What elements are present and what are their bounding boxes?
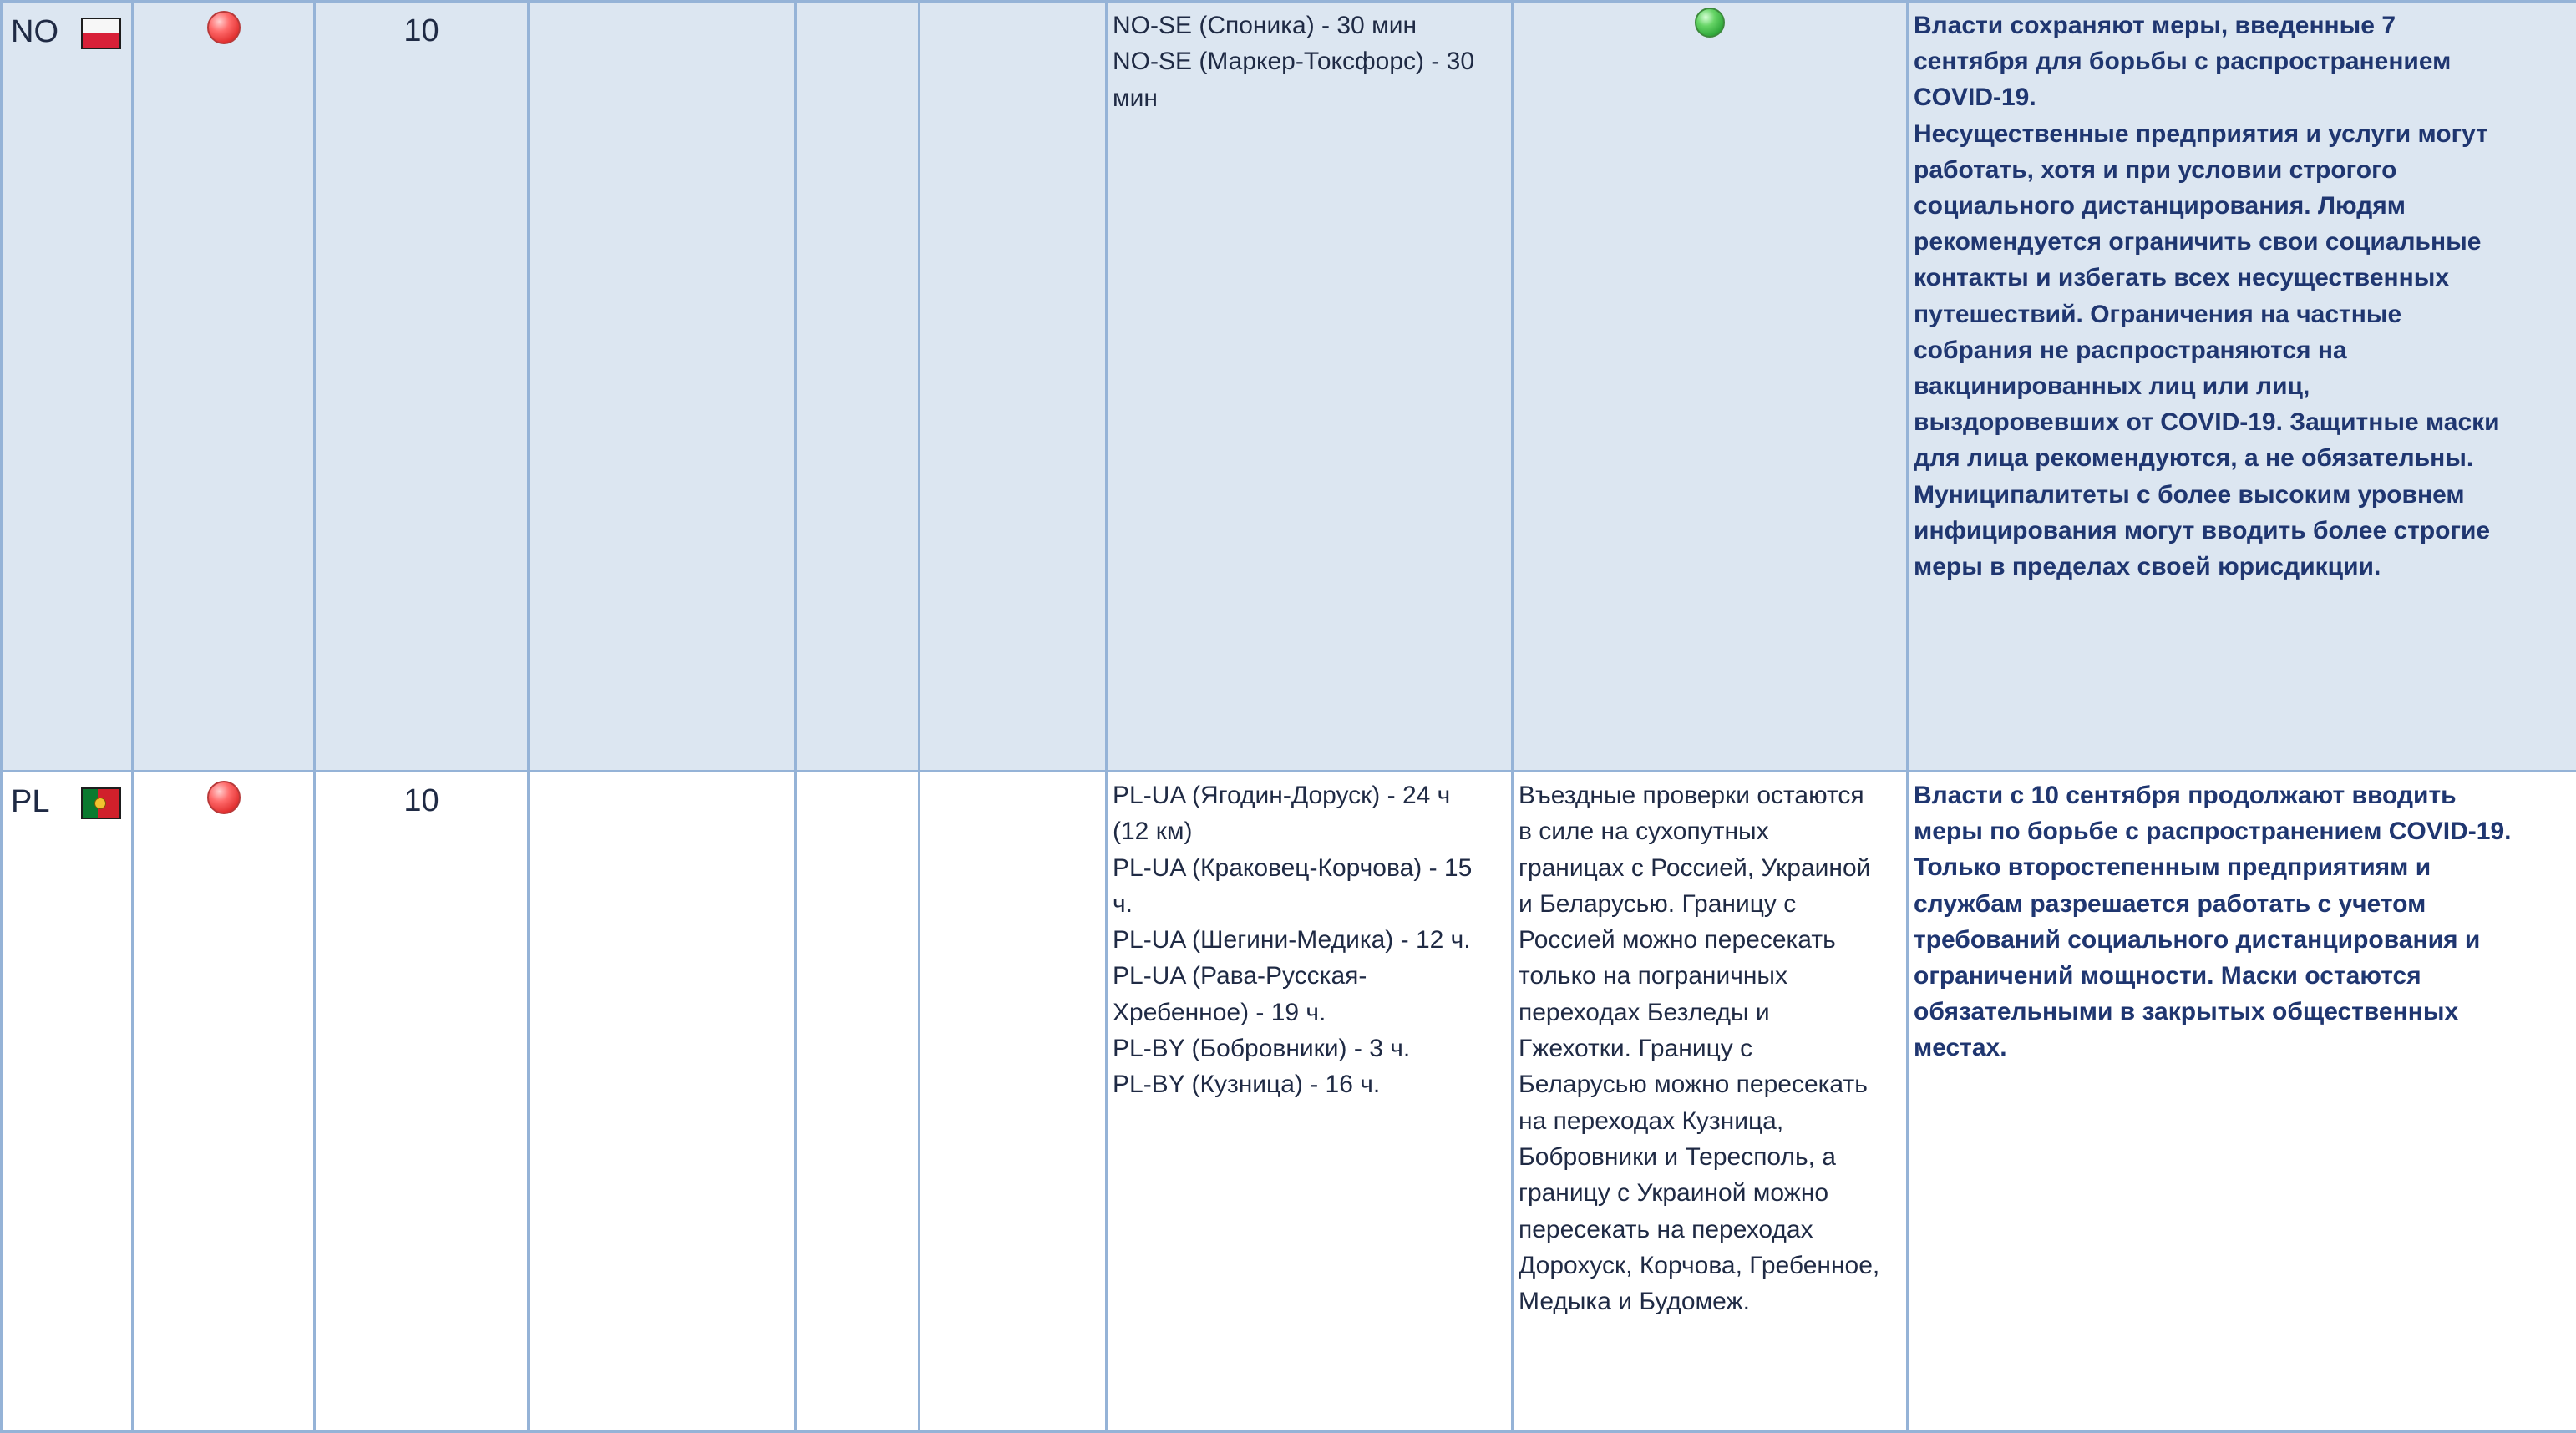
measures-line: социального дистанцирования. Людям	[1914, 188, 2571, 224]
status-cell	[133, 772, 315, 1432]
entry-checks-line: Медыка и Будомеж.	[1519, 1284, 1901, 1319]
value-cell	[315, 2, 529, 772]
crossing-line: PL-BY (Бобровники) - 3 ч.	[1113, 1030, 1506, 1066]
entry-checks-line: границу с Украиной можно	[1519, 1175, 1901, 1211]
measures-line: контакты и избегать всех несущественных	[1914, 260, 2571, 296]
entry-checks-line: пересекать на переходах	[1519, 1212, 1901, 1248]
crossing-line: NO-SE (Маркер-Токсфорс) - 30	[1113, 43, 1506, 79]
portugal-flag-icon	[81, 787, 121, 819]
measures-line: требований социального дистанцирования и	[1914, 922, 2571, 958]
empty-cell	[796, 2, 920, 772]
measures-line: COVID-19.	[1914, 79, 2571, 115]
value-text: 10	[316, 772, 527, 819]
red-status-icon	[207, 11, 241, 44]
entry-checks-line: границах с Россией, Украиной	[1519, 850, 1901, 886]
crossing-line: (12 км)	[1113, 813, 1506, 849]
country-code: PL	[11, 782, 49, 821]
empty-cell	[796, 772, 920, 1432]
entry-checks-line: Дорохуск, Корчова, Гребенное,	[1519, 1248, 1901, 1284]
measures-line: Только второстепенным предприятиям и	[1914, 849, 2571, 885]
measures-line: Власти с 10 сентября продолжают вводить	[1914, 777, 2571, 813]
entry-checks-line: Въездные проверки остаются	[1519, 777, 1901, 813]
measures-line: ограничений мощности. Маски остаются	[1914, 958, 2571, 994]
poland-flag-icon	[81, 18, 121, 49]
crossing-line: PL-BY (Кузница) - 16 ч.	[1113, 1066, 1506, 1102]
country-cell	[2, 2, 133, 772]
crossings-cell	[1107, 2, 1513, 772]
measures-line: местах.	[1914, 1030, 2571, 1066]
entry-checks-line: Гжехотки. Границу с	[1519, 1030, 1901, 1066]
measures-line: путешествий. Ограничения на частные	[1914, 296, 2571, 332]
entry-checks-line: Бобровники и Тересполь, а	[1519, 1139, 1901, 1175]
measures-line: сентября для борьбы с распространением	[1914, 43, 2571, 79]
crossing-line: мин	[1113, 80, 1506, 116]
measures-line: рекомендуется ограничить свои социальные	[1914, 224, 2571, 260]
country-cell	[2, 772, 133, 1432]
measures-line: выздоровевших от COVID-19. Защитные маски	[1914, 404, 2571, 440]
border-status-cell	[1513, 2, 1908, 772]
measures-line: работать, хотя и при условии строгого	[1914, 152, 2571, 188]
crossing-line: PL-UA (Шегини-Медика) - 12 ч.	[1113, 922, 1506, 958]
measures-line: для лица рекомендуются, а не обязательны.	[1914, 440, 2571, 476]
entry-checks-line: в силе на сухопутных	[1519, 813, 1901, 849]
crossing-line: ч.	[1113, 886, 1506, 922]
entry-checks-line: только на пограничных	[1519, 958, 1901, 994]
measures-line: собрания не распространяются на	[1914, 332, 2571, 368]
empty-cell	[920, 772, 1107, 1432]
entry-checks-line: на переходах Кузница,	[1519, 1103, 1901, 1139]
measures-cell	[1908, 772, 2576, 1432]
crossing-line: PL-UA (Краковец-Корчова) - 15	[1113, 850, 1506, 886]
empty-cell	[529, 2, 796, 772]
measures-cell	[1908, 2, 2576, 772]
measures-line: меры по борьбе с распространением COVID-19.	[1914, 813, 2571, 849]
measures-line: вакцинированных лиц или лиц,	[1914, 368, 2571, 404]
crossings-cell	[1107, 772, 1513, 1432]
entry-checks-line: Россией можно пересекать	[1519, 922, 1901, 958]
empty-cell	[529, 772, 796, 1432]
value-cell	[315, 772, 529, 1432]
value-text: 10	[316, 3, 527, 49]
measures-line: Несущественные предприятия и услуги могут	[1914, 116, 2571, 152]
entry-checks-line: переходах Безледы и	[1519, 995, 1901, 1030]
crossing-line: PL-UA (Рава-Русская-	[1113, 958, 1506, 994]
entry-checks-line: Беларусью можно пересекать	[1519, 1066, 1901, 1102]
green-status-icon	[1695, 8, 1725, 38]
crossing-line: PL-UA (Ягодин-Доруск) - 24 ч	[1113, 777, 1506, 813]
country-code: NO	[11, 13, 58, 51]
empty-cell	[920, 2, 1107, 772]
measures-line: меры в пределах своей юрисдикции.	[1914, 549, 2571, 585]
measures-line: инфицирования могут вводить более строгие	[1914, 513, 2571, 549]
crossing-line: NO-SE (Споника) - 30 мин	[1113, 8, 1506, 43]
red-status-icon	[207, 781, 241, 814]
measures-line: Муниципалитеты с более высоким уровнем	[1914, 477, 2571, 513]
measures-line: службам разрешается работать с учетом	[1914, 886, 2571, 922]
crossing-line: Хребенное) - 19 ч.	[1113, 995, 1506, 1030]
entry-checks-cell	[1513, 772, 1908, 1432]
status-cell	[133, 2, 315, 772]
table-row	[2, 2, 2576, 772]
entry-checks-line: и Беларусью. Границу с	[1519, 886, 1901, 922]
measures-line: Власти сохраняют меры, введенные 7	[1914, 8, 2571, 43]
measures-line: обязательными в закрытых общественных	[1914, 994, 2571, 1030]
table-row	[2, 772, 2576, 1432]
